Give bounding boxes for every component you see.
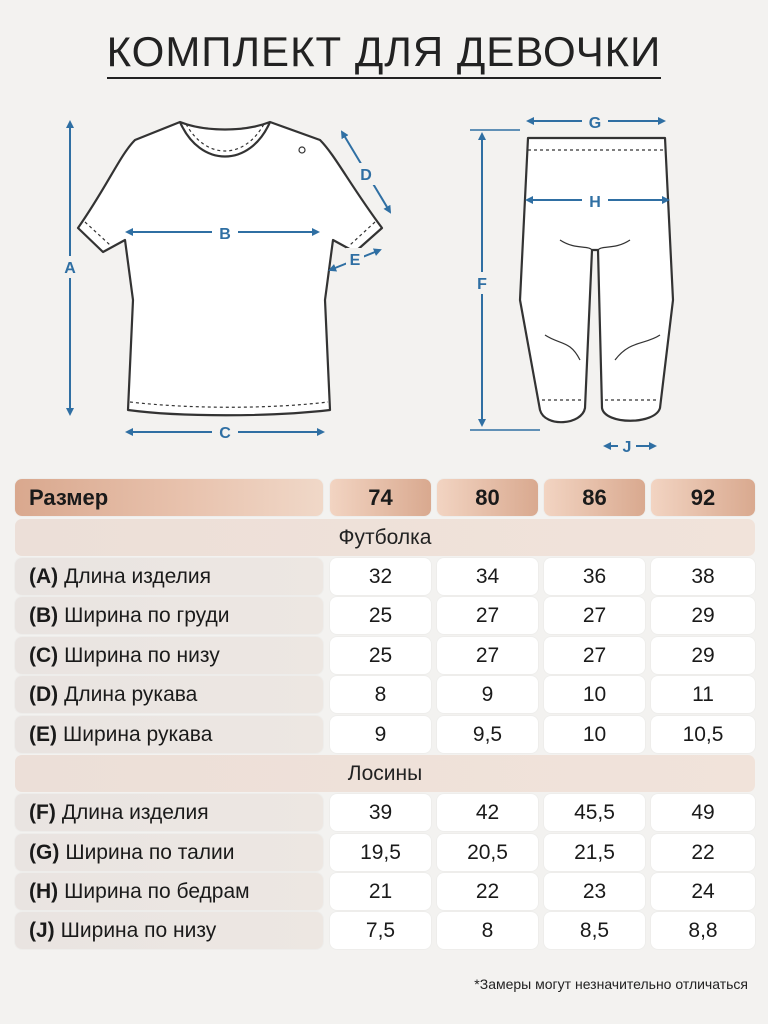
- row-label: (J) Ширина по низу: [15, 912, 323, 949]
- garment-diagram: [0, 0, 768, 470]
- value-cell: 32: [330, 558, 431, 595]
- value-cell: 25: [330, 637, 431, 674]
- value-cell: 22: [651, 834, 755, 871]
- label-f: F: [477, 276, 487, 293]
- value-cell: 34: [437, 558, 538, 595]
- header-size: 86: [544, 479, 645, 516]
- value-cell: 7,5: [330, 912, 431, 949]
- row-label: (G) Ширина по талии: [15, 834, 323, 871]
- value-cell: 11: [651, 676, 755, 713]
- label-a: A: [64, 260, 76, 277]
- value-cell: 20,5: [437, 834, 538, 871]
- value-cell: 9: [437, 676, 538, 713]
- label-e: E: [349, 252, 361, 269]
- value-cell: 10,5: [651, 716, 755, 753]
- row-label: (B) Ширина по груди: [15, 597, 323, 634]
- value-cell: 49: [651, 794, 755, 831]
- value-cell: 10: [544, 716, 645, 753]
- value-cell: 22: [437, 873, 538, 910]
- value-cell: 9: [330, 716, 431, 753]
- value-cell: 8: [330, 676, 431, 713]
- label-h: H: [589, 194, 601, 211]
- value-cell: 19,5: [330, 834, 431, 871]
- label-j: J: [622, 439, 632, 456]
- value-cell: 27: [437, 637, 538, 674]
- row-label: (H) Ширина по бедрам: [15, 873, 323, 910]
- header-size-label: Размер: [15, 479, 323, 516]
- section-title-leggings: Лосины: [15, 755, 755, 792]
- header-size: 92: [651, 479, 755, 516]
- header-size: 74: [330, 479, 431, 516]
- value-cell: 29: [651, 597, 755, 634]
- tshirt-drawing: [78, 122, 382, 415]
- value-cell: 23: [544, 873, 645, 910]
- value-cell: 45,5: [544, 794, 645, 831]
- value-cell: 36: [544, 558, 645, 595]
- leggings-drawing: [520, 138, 673, 422]
- label-c: C: [219, 425, 231, 442]
- value-cell: 38: [651, 558, 755, 595]
- label-g: G: [588, 115, 602, 132]
- row-label: (C) Ширина по низу: [15, 637, 323, 674]
- value-cell: 8,5: [544, 912, 645, 949]
- footnote: *Замеры могут незначительно отличаться: [474, 976, 748, 992]
- value-cell: 8,8: [651, 912, 755, 949]
- value-cell: 27: [437, 597, 538, 634]
- label-b: B: [219, 226, 231, 243]
- value-cell: 8: [437, 912, 538, 949]
- page-title: КОМПЛЕКТ ДЛЯ ДЕВОЧКИ: [0, 28, 768, 76]
- value-cell: 29: [651, 637, 755, 674]
- value-cell: 39: [330, 794, 431, 831]
- value-cell: 24: [651, 873, 755, 910]
- value-cell: 25: [330, 597, 431, 634]
- value-cell: 27: [544, 597, 645, 634]
- row-label: (A) Длина изделия: [15, 558, 323, 595]
- label-d: D: [360, 167, 372, 184]
- header-size: 80: [437, 479, 538, 516]
- row-label: (E) Ширина рукава: [15, 716, 323, 753]
- value-cell: 21,5: [544, 834, 645, 871]
- row-label: (F) Длина изделия: [15, 794, 323, 831]
- value-cell: 9,5: [437, 716, 538, 753]
- row-label: (D) Длина рукава: [15, 676, 323, 713]
- section-title-tshirt: Футболка: [15, 519, 755, 556]
- value-cell: 10: [544, 676, 645, 713]
- value-cell: 21: [330, 873, 431, 910]
- value-cell: 27: [544, 637, 645, 674]
- value-cell: 42: [437, 794, 538, 831]
